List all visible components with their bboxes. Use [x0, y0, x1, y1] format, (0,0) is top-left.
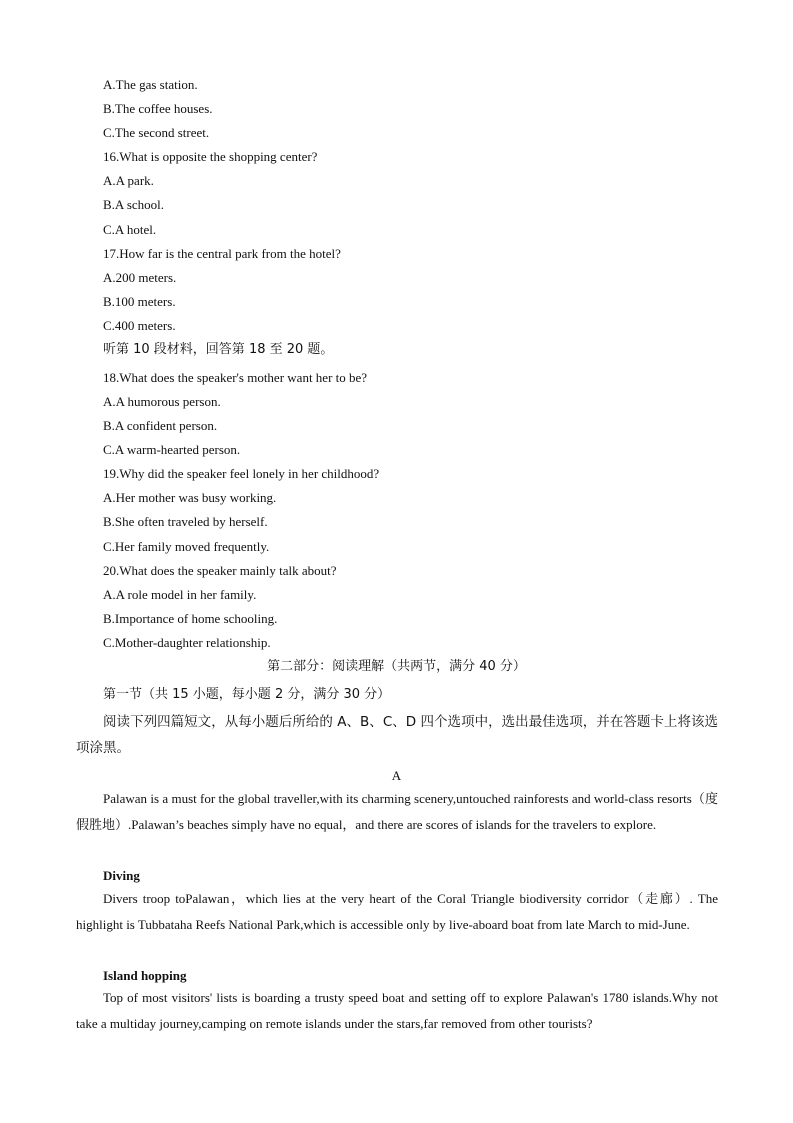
q16-option-c: C.A hotel. — [103, 222, 157, 237]
q20-option-c: C.Mother-daughter relationship. — [103, 635, 271, 650]
q18-question: 18.What does the speaker's mother want her to be? — [103, 370, 368, 385]
q20-option-a: A.A role model in her family. — [103, 587, 257, 602]
q17-question: 17.How far is the central park from the hotel? — [103, 246, 341, 261]
q15-option-c: C.The second street. — [103, 125, 210, 140]
q19-question: 19.Why did the speaker feel lonely in her childhood? — [103, 466, 380, 481]
q20-option-b: B.Importance of home schooling. — [103, 611, 278, 626]
q16-option-a: A.A park. — [103, 173, 154, 188]
island-hopping-text: Top of most visitors' lists is boarding a trusty speed boat and setting off to explore Palawan's 1780 islands.Why not take a multiday journey,camping on remote islands under the stars,far removed from other tourists? — [76, 990, 718, 1031]
q18-option-c: C.A warm-hearted person. — [103, 442, 241, 457]
q19-option-c: C.Her family moved frequently. — [103, 539, 270, 554]
q15-option-a: A.The gas station. — [103, 77, 198, 92]
q16-question: 16.What is opposite the shopping center? — [103, 149, 318, 164]
reading-instruction — [76, 709, 718, 761]
section1-title: 第一节（共 15 小题，每小题 2 分，满分 30 分） — [103, 687, 391, 702]
q18-option-b: B.A confident person. — [103, 418, 218, 433]
section10-instruction: 听第 10 段材料，回答第 18 至 20 题。 — [103, 342, 334, 357]
q15-option-b: B.The coffee houses. — [103, 101, 213, 116]
passage-label: A — [391, 768, 402, 783]
q20-question: 20.What does the speaker mainly talk about? — [103, 563, 337, 578]
diving-paragraph — [76, 886, 718, 938]
q17-option-a: A.200 meters. — [103, 270, 177, 285]
q19-option-a: A.Her mother was busy working. — [103, 490, 277, 505]
island-hopping-paragraph — [76, 985, 718, 1037]
island-hopping-heading: Island hopping — [103, 968, 187, 983]
q17-option-c: C.400 meters. — [103, 318, 176, 333]
q18-option-a: A.A humorous person. — [103, 394, 221, 409]
passage-intro — [76, 786, 718, 838]
reading-instruction-text: 阅读下列四篇短文，从每小题后所给的 A、B、C、D 四个选项中，选出最佳选项，并在答题卡上将该选项涂黑。 — [76, 714, 718, 756]
diving-text: Divers troop toPalawan，which lies at the very heart of the Coral Triangle biodiversity corridor（走廊）. The highlight is Tubbataha Reefs National Park,which is accessible only by live-aboard boat from late March to mid-June. — [76, 891, 718, 932]
diving-heading: Diving — [103, 868, 140, 883]
passage-intro-text: Palawan is a must for the global traveller,with its charming scenery,untouched rainforests and world-class resorts（度假胜地）.Palawan’s beaches simply have no equal，and there are scores of islands for the travelers to explore. — [76, 791, 718, 832]
q16-option-b: B.A school. — [103, 197, 165, 212]
q17-option-b: B.100 meters. — [103, 294, 176, 309]
part2-title: 第二部分：阅读理解（共两节，满分 40 分） — [267, 659, 526, 674]
q19-option-b: B.She often traveled by herself. — [103, 514, 268, 529]
